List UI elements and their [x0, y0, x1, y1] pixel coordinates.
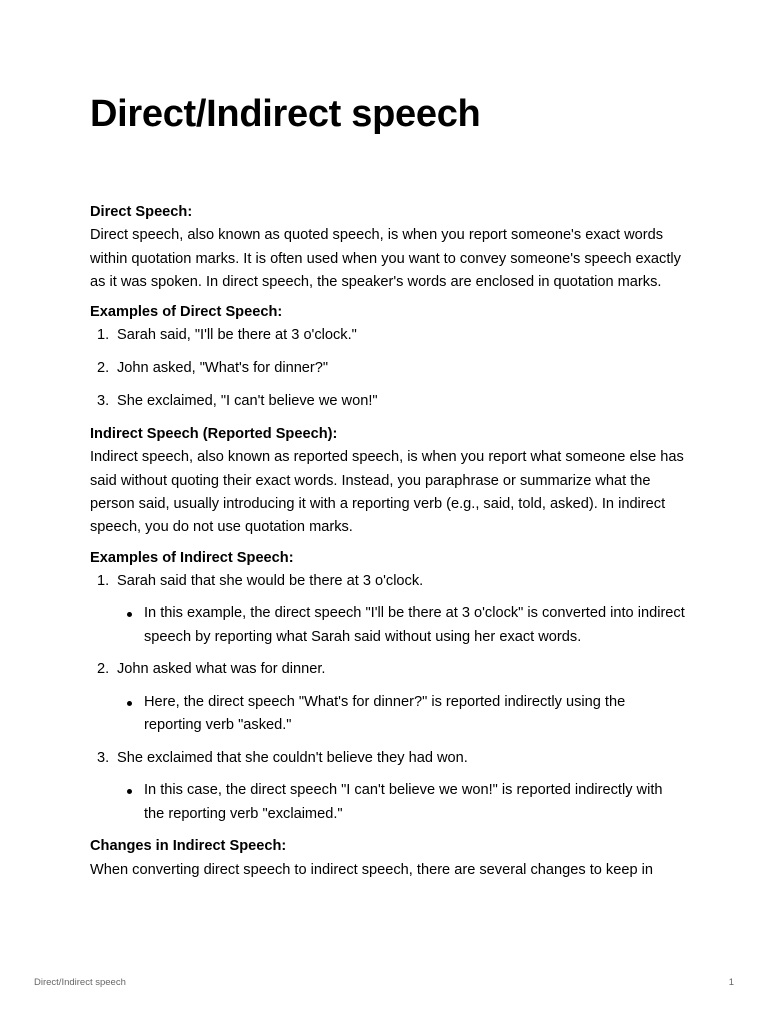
list-item-text: She exclaimed that she couldn't believe they had won.: [117, 749, 468, 766]
sub-bullet-list: [117, 779, 685, 826]
footer-page-number: 1: [728, 977, 734, 988]
sub-bullet-list: [117, 602, 685, 649]
indirect-speech-paragraph: Indirect speech, also known as reported speech, is when you report what someone else has said without quoting their exact words. Instead, you paraphrase or summarize what the person said, usually introducing it with a reporting verb (e.g., said, told, asked). In indirect speech, you do not use quotation marks.: [90, 449, 684, 536]
sub-bullet-list: [117, 691, 685, 738]
indirect-examples-list: [90, 570, 685, 826]
sub-bullet-item: [117, 602, 685, 649]
list-item-text: Sarah said, "I'll be there at 3 o'clock.": [117, 327, 357, 344]
direct-examples-heading: Examples of Direct Speech:: [90, 304, 283, 321]
document-content: [90, 201, 685, 889]
list-item-number: 1.: [97, 327, 110, 344]
sub-bullet-text: In this example, the direct speech "I'll be there at 3 o'clock" is converted into indirect speech by reporting what Sarah said without using her exact words.: [144, 605, 685, 645]
list-item-number: 3.: [97, 749, 110, 766]
list-item-text: John asked what was for dinner.: [117, 661, 326, 678]
indirect-examples-heading: Examples of Indirect Speech:: [90, 549, 294, 566]
list-item-text: John asked, "What's for dinner?": [117, 360, 329, 377]
sub-bullet-item: [117, 779, 685, 826]
list-item-number: 3.: [97, 393, 110, 410]
direct-speech-heading: Direct Speech:: [90, 204, 193, 220]
list-item-text: Sarah said that she would be there at 3 o'clock.: [117, 572, 424, 589]
direct-examples-list: [90, 324, 685, 413]
footer-document-name: Direct/Indirect speech: [34, 977, 126, 988]
list-item-number: 1.: [97, 572, 110, 589]
sub-bullet-text: Here, the direct speech "What's for dinner?" is reported indirectly using the reporting verb "asked.": [144, 693, 626, 734]
sub-bullet-text: In this case, the direct speech "I can't believe we won!" is reported indirectly with the reporting verb "exclaimed.": [144, 782, 663, 822]
list-item-number: 2.: [97, 661, 110, 678]
list-item: [90, 658, 685, 737]
indirect-speech-heading: Indirect Speech (Reported Speech):: [90, 426, 338, 443]
list-item: [90, 570, 685, 649]
list-item-number: 2.: [97, 360, 110, 377]
page-title: Direct/Indirect speech: [90, 93, 481, 135]
list-item: [90, 324, 685, 347]
sub-bullet-item: [117, 691, 685, 738]
direct-speech-paragraph: Direct speech, also known as quoted speech, is when you report someone's exact words within quotation marks. It is often used when you want to convey someone's speech exactly as it was spoken. In direct speech, the speaker's words are enclosed in quotation marks.: [90, 227, 681, 290]
bullet-icon: [127, 701, 132, 706]
changes-paragraph: When converting direct speech to indirect speech, there are several changes to keep in: [90, 861, 653, 878]
list-item-text: She exclaimed, "I can't believe we won!": [117, 393, 378, 410]
bullet-icon: [127, 789, 132, 794]
list-item: [90, 357, 685, 380]
list-item: [90, 390, 685, 413]
changes-heading: Changes in Indirect Speech:: [90, 838, 287, 855]
bullet-icon: [127, 612, 132, 617]
list-item: [90, 747, 685, 826]
